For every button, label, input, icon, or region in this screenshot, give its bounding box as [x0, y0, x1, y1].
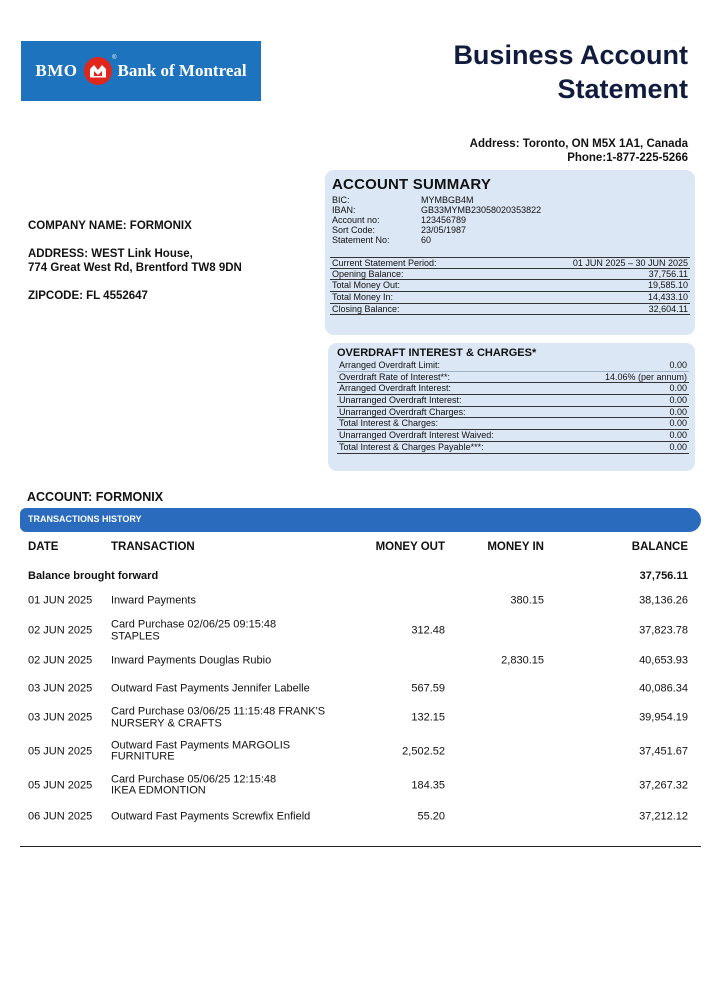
- overdraft-lines: [337, 360, 689, 454]
- overdraft-title: OVERDRAFT INTEREST & CHARGES*: [337, 347, 537, 359]
- overdraft-line: Total Interest & Charges: 0.00: [339, 418, 687, 429]
- bank-address: Address: Toronto, ON M5X 1A1, Canada: [469, 138, 688, 150]
- account-details: [332, 195, 541, 245]
- detail-row: IBAN: GB33MYMB23058020353822: [332, 205, 542, 215]
- company-zipcode: ZIPCODE: FL 4552647: [28, 290, 148, 302]
- detail-row: BIC: MYMBGB4M: [332, 195, 474, 205]
- overdraft-line: Total Interest & Charges Payable***: 0.00: [339, 441, 687, 452]
- summary-lines: [330, 257, 690, 315]
- summary-line: Total Money Out: 19,585.10: [332, 280, 688, 291]
- overdraft-line: Overdraft Rate of Interest**: 14.06% (per annum): [339, 371, 687, 382]
- document-title: [368, 38, 688, 106]
- overdraft-line: Unarranged Overdraft Charges: 0.00: [339, 406, 687, 417]
- summary-line: Opening Balance: 37,756.11: [332, 268, 688, 279]
- bank-logo: [21, 41, 261, 101]
- overdraft-line: Arranged Overdraft Limit: 0.00: [339, 360, 687, 370]
- trademark-mark: ®: [112, 55, 117, 61]
- detail-row: Statement No: 60: [332, 235, 432, 245]
- table-row: 03 JUN 2025 Card Purchase 03/06/25 11:15:48 FRANK'S NURSERY & CRAFTS 132.15 39,954.19: [28, 705, 688, 729]
- overdraft-line: Unarranged Overdraft Interest Waived: 0.00: [339, 430, 687, 441]
- detail-row: Account no: 123456789: [332, 215, 467, 225]
- bmo-roundel-icon: [84, 55, 117, 85]
- header-money-in: MONEY IN: [487, 541, 544, 553]
- summary-line: Total Money In: 14,433.10: [332, 292, 688, 303]
- logo-bank-name: Bank of Montreal: [117, 61, 247, 80]
- summary-line: Current Statement Period: 01 JUN 2025 – 30 JUN 2025: [332, 258, 688, 268]
- brought-forward-label: Balance brought forward: [28, 570, 159, 582]
- title-line-1: Business Account: [453, 40, 688, 70]
- table-row: 05 JUN 2025 Card Purchase 05/06/25 12:15:48 IKEA EDMONTION 184.35 37,267.32: [28, 773, 688, 797]
- account-title: ACCOUNT: FORMONIX: [27, 490, 164, 504]
- table-bottom-rule: [20, 846, 701, 847]
- header-balance: BALANCE: [631, 541, 688, 553]
- transactions-table: [20, 586, 701, 832]
- transactions-header: [20, 541, 701, 555]
- overdraft-line: Unarranged Overdraft Interest: 0.00: [339, 395, 687, 406]
- header-transaction: TRANSACTION: [111, 541, 195, 553]
- account-summary-title: ACCOUNT SUMMARY: [332, 176, 492, 193]
- brought-forward-balance: 37,756.11: [639, 570, 688, 582]
- transactions-history-label: TRANSACTIONS HISTORY: [28, 514, 142, 524]
- table-row: 01 JUN 2025 Inward Payments 380.15 38,136.26: [28, 594, 688, 607]
- table-row: 05 JUN 2025 Outward Fast Payments MARGOLIS FURNITURE 2,502.52 37,451.67: [28, 739, 688, 763]
- table-row: 06 JUN 2025 Outward Fast Payments Screwfix Enfield 55.20 37,212.12: [28, 810, 688, 823]
- table-row: 02 JUN 2025 Card Purchase 02/06/25 09:15:48 STAPLES 312.48 37,823.78: [28, 618, 688, 642]
- company-address-line-2: 774 Great West Rd, Brentford TW8 9DN: [28, 262, 242, 274]
- summary-line: Closing Balance: 32,604.11: [332, 303, 688, 314]
- company-address-line-1: ADDRESS: WEST Link House,: [28, 248, 193, 260]
- company-info: [28, 219, 242, 303]
- bank-contact: [470, 137, 688, 165]
- logo-bmo-text: BMO: [35, 61, 78, 80]
- title-line-2: Statement: [557, 74, 688, 104]
- bank-phone: Phone:1-877-225-5266: [567, 152, 688, 164]
- overdraft-line: Arranged Overdraft Interest: 0.00: [339, 383, 687, 394]
- account-summary-box: [325, 170, 695, 335]
- header-money-out: MONEY OUT: [375, 541, 445, 553]
- transactions-history-bar: [20, 508, 701, 532]
- company-name: COMPANY NAME: FORMONIX: [28, 220, 192, 232]
- table-row: 02 JUN 2025 Inward Payments Douglas Rubio 2,830.15 40,653.93: [28, 653, 688, 666]
- header-date: DATE: [28, 541, 59, 553]
- detail-row: Sort Code: 23/05/1987: [332, 225, 467, 235]
- overdraft-box: [328, 343, 695, 471]
- table-row: 03 JUN 2025 Outward Fast Payments Jennifer Labelle 567.59 40,086.34: [28, 681, 688, 694]
